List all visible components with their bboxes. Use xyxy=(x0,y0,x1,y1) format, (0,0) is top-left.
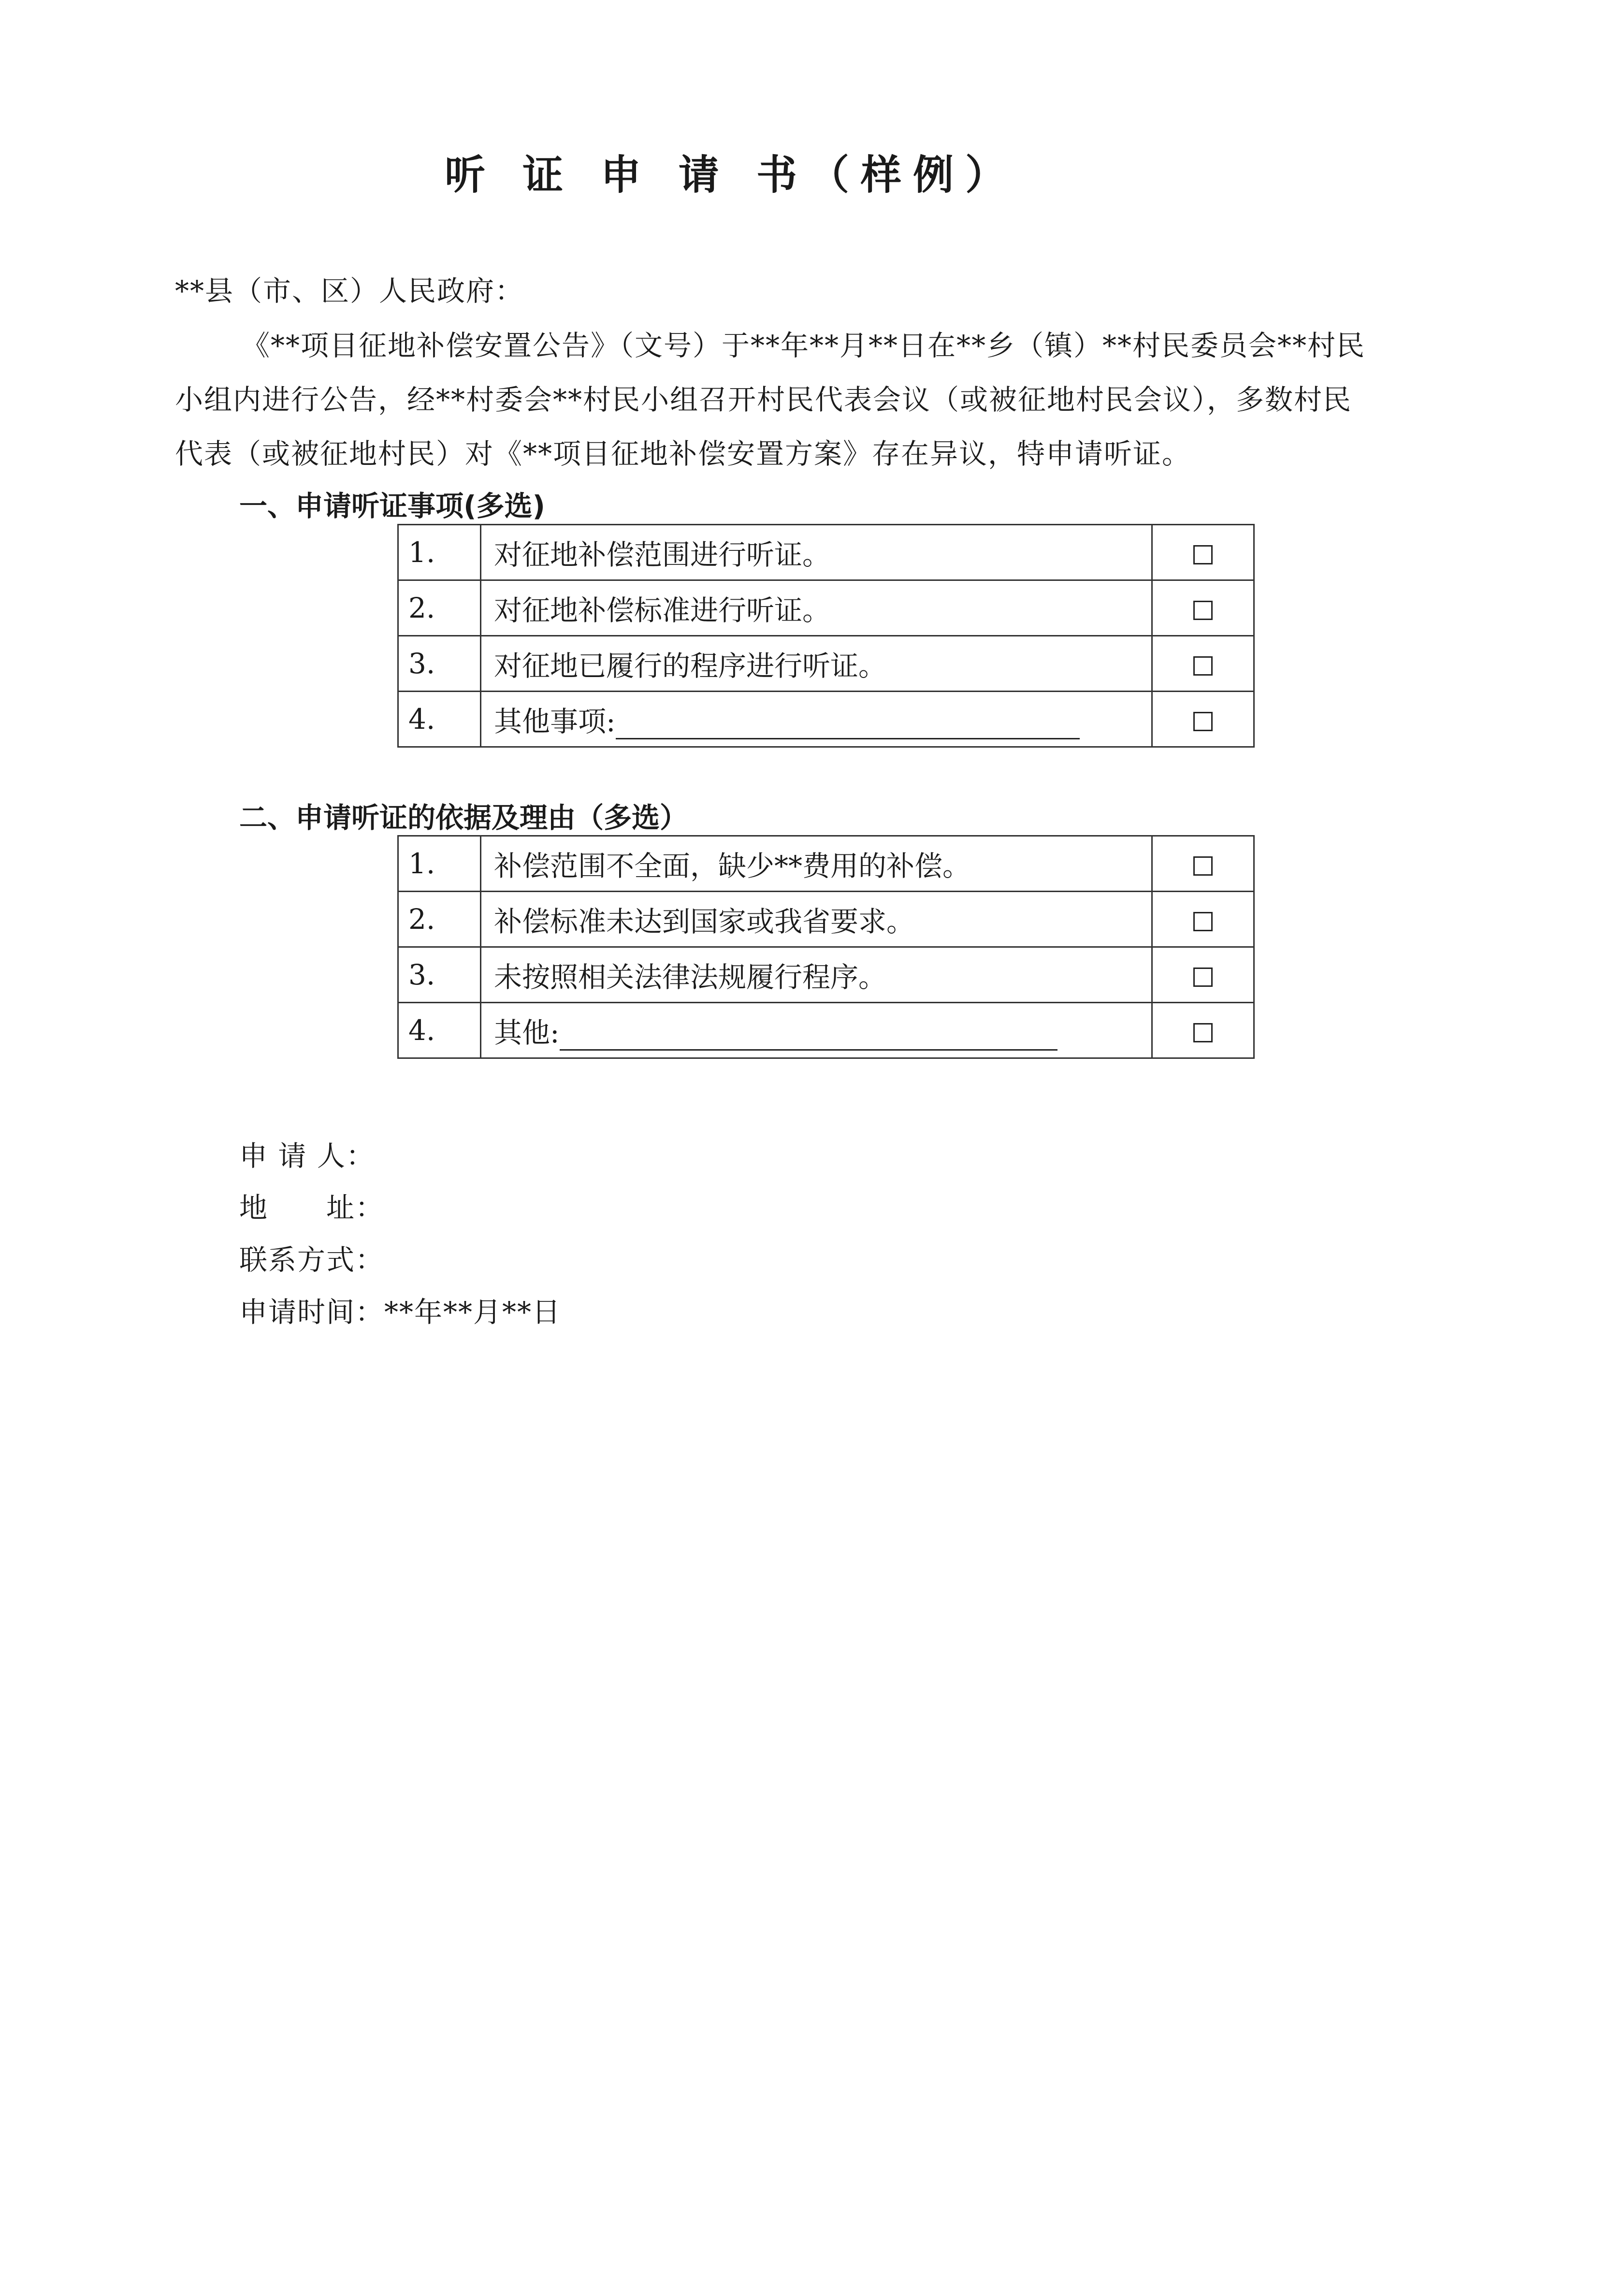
row-number: 1. xyxy=(398,836,481,892)
row-text-other xyxy=(481,692,1152,747)
row-number: 2. xyxy=(398,892,481,947)
fill-in-line[interactable] xyxy=(560,1022,1057,1051)
checkbox-cell[interactable] xyxy=(1152,836,1254,892)
section2-heading: 二、申请听证的依据及理由（多选） xyxy=(239,801,688,834)
table-row xyxy=(398,580,1254,636)
checkbox[interactable] xyxy=(1193,912,1213,931)
row-text-other xyxy=(481,1003,1152,1058)
checkbox[interactable] xyxy=(1193,967,1213,987)
table-row xyxy=(398,1003,1254,1058)
checkbox[interactable] xyxy=(1193,1023,1213,1042)
table-row xyxy=(398,692,1254,747)
checkbox[interactable] xyxy=(1193,601,1213,620)
table-row xyxy=(398,836,1254,892)
fill-in-line[interactable] xyxy=(616,711,1080,739)
row-number: 4. xyxy=(398,1003,481,1058)
checkbox-cell[interactable] xyxy=(1152,636,1254,692)
table-row xyxy=(398,947,1254,1003)
checkbox[interactable] xyxy=(1193,856,1213,876)
row-text: 未按照相关法律法规履行程序。 xyxy=(481,947,1152,1003)
row-text: 补偿标准未达到国家或我省要求。 xyxy=(481,892,1152,947)
other-label: 其他事项: xyxy=(494,705,616,738)
row-number: 2. xyxy=(398,580,481,636)
row-text: 补偿范围不全面，缺少**费用的补偿。 xyxy=(481,836,1152,892)
reasons-table xyxy=(397,835,1255,1059)
contact-label: 联系方式： xyxy=(239,1243,385,1276)
row-text: 对征地补偿标准进行听证。 xyxy=(481,580,1152,636)
checkbox[interactable] xyxy=(1193,545,1213,564)
row-number: 3. xyxy=(398,947,481,1003)
address-label: 地 址： xyxy=(239,1191,385,1224)
document-title: 听 证 申 请 书（样例） xyxy=(445,151,1017,199)
checkbox-cell[interactable] xyxy=(1152,1003,1254,1058)
checkbox[interactable] xyxy=(1193,656,1213,676)
body-line-2: 小组内进行公告，经**村委会**村民小组召开村民代表会议（或被征地村民会议），多数村民 xyxy=(175,383,1352,416)
table-row xyxy=(398,525,1254,580)
checkbox-cell[interactable] xyxy=(1152,892,1254,947)
applicant-label: 申 请 人： xyxy=(239,1140,375,1172)
checkbox[interactable] xyxy=(1193,712,1213,731)
row-number: 3. xyxy=(398,636,481,692)
row-text: 对征地补偿范围进行听证。 xyxy=(481,525,1152,580)
table-row xyxy=(398,636,1254,692)
checkbox-cell[interactable] xyxy=(1152,580,1254,636)
addressee: **县（市、区）人民政府： xyxy=(175,274,524,307)
table-row xyxy=(398,892,1254,947)
checkbox-cell[interactable] xyxy=(1152,692,1254,747)
body-line-1: 《**项目征地补偿安置公告》（文号）于**年**月**日在**乡（镇）**村民委员会**村民 xyxy=(242,329,1366,362)
row-number: 4. xyxy=(398,692,481,747)
other-label: 其他: xyxy=(494,1016,560,1049)
section1-heading: 一、申请听证事项(多选) xyxy=(239,490,546,522)
checkbox-cell[interactable] xyxy=(1152,525,1254,580)
row-text: 对征地已履行的程序进行听证。 xyxy=(481,636,1152,692)
checkbox-cell[interactable] xyxy=(1152,947,1254,1003)
application-date: 申请时间：**年**月**日 xyxy=(239,1296,562,1329)
row-number: 1. xyxy=(398,525,481,580)
hearing-items-table xyxy=(397,524,1255,748)
body-line-3: 代表（或被征地村民）对《**项目征地补偿安置方案》存在异议，特申请听证。 xyxy=(175,437,1191,470)
